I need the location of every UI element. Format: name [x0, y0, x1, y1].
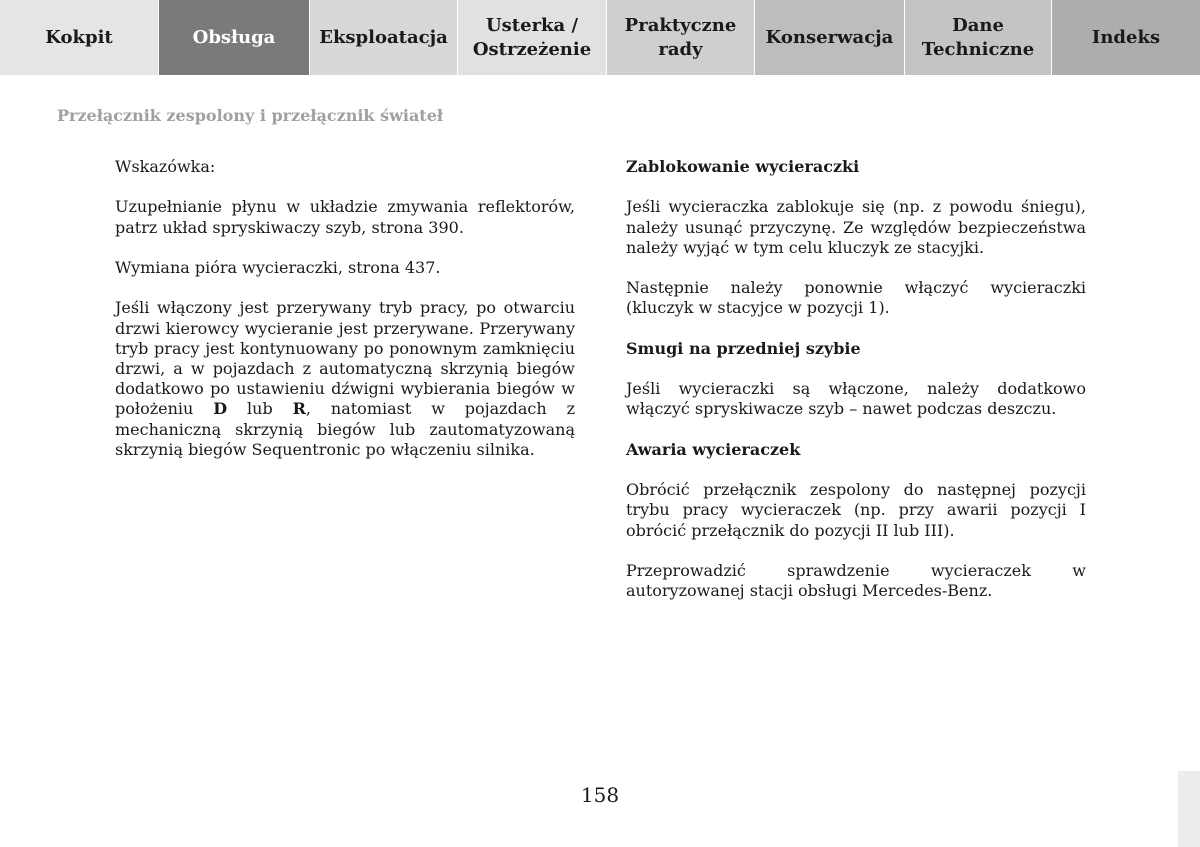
paragraph: Obrócić przełącznik zespolony do następnej pozycji trybu pracy wycieraczek (np. przy awarii pozycji I obrócić przełącznik do pozycji II lub III). [626, 480, 1086, 540]
tab-konserwacja[interactable]: Konserwacja [755, 0, 905, 75]
paragraph: Wskazówka: [115, 157, 216, 176]
subheading: Smugi na przedniej szybie [626, 338, 861, 358]
subheading: Awaria wycieraczek [626, 439, 801, 459]
tab-obsługa[interactable]: Obsługa [159, 0, 310, 75]
paragraph: Uzupełnianie płynu w układzie zmywania reflektorów, patrz układ spryskiwaczy szyb, strona 390. [115, 197, 575, 237]
subheading: Zablokowanie wycieraczki [626, 157, 860, 176]
left-column [115, 157, 575, 480]
paragraph: Jeśli włączony jest przerywany tryb pracy, po otwarciu drzwi kierowcy wycieranie jest przerywane. Przerywany tryb pracy jest kontynuowany po ponownym zamknięciu drzwi, a w pojazdach z automatyczną skrzynią biegów dodatkowo po ustawieniu dźwigni wybierania biegów w położeniu D lub R, natomiast w pojazdach z mechaniczną skrzynią biegów lub zautomatyzowaną skrzynią biegów Sequentronic po włączeniu silnika. [115, 298, 575, 459]
page-edge-tab [1178, 771, 1200, 847]
paragraph: Następnie należy ponownie włączyć wycieraczki (kluczyk w stacyjce w pozycji 1). [626, 278, 1086, 318]
section-title: Przełącznik zespolony i przełącznik świateł [57, 106, 444, 125]
right-column [626, 157, 1086, 622]
tab-kokpit[interactable]: Kokpit [0, 0, 159, 75]
tab-dane[interactable]: Dane Techniczne [905, 0, 1052, 75]
tab-indeks[interactable]: Indeks [1052, 0, 1200, 75]
paragraph: Przeprowadzić sprawdzenie wycieraczek w autoryzowanej stacji obsługi Mercedes-Benz. [626, 560, 1086, 601]
chapter-navigation [0, 0, 1200, 75]
tab-usterka[interactable]: Usterka / Ostrzeżenie [458, 0, 607, 75]
paragraph: Wymiana pióra wycieraczki, strona 437. [115, 257, 441, 277]
page-number: 158 [580, 783, 620, 807]
tab-eksploatacja[interactable]: Eksploatacja [310, 0, 458, 75]
tab-praktyczne[interactable]: Praktyczne rady [607, 0, 755, 75]
gear-r: R [292, 399, 306, 419]
gear-d: D [213, 399, 228, 419]
paragraph: Jeśli wycieraczki są włączone, należy dodatkowo włączyć spryskiwacze szyb – nawet podczas deszczu. [626, 379, 1086, 419]
paragraph: Jeśli wycieraczka zablokuje się (np. z powodu śniegu), należy usunąć przyczynę. Ze względów bezpieczeństwa należy wyjąć w tym celu kluczyk ze stacyjki. [626, 197, 1086, 257]
